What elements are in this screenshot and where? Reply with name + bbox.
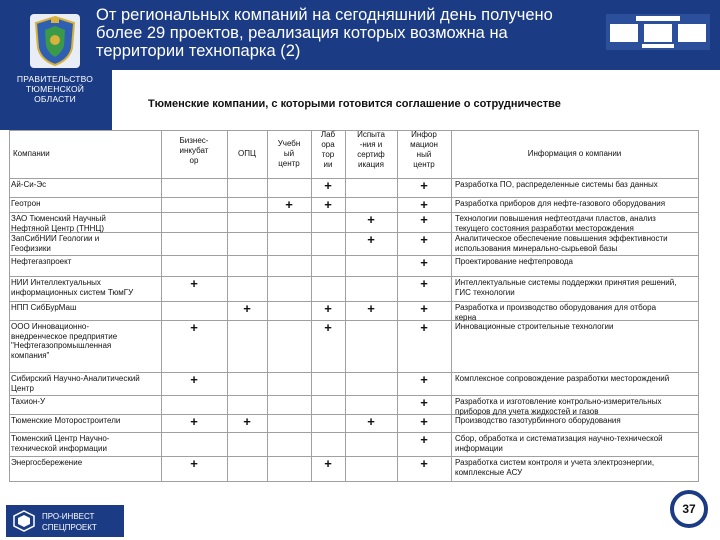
column-header-line: инкубат xyxy=(179,146,209,155)
column-header-company: Компании xyxy=(13,149,50,158)
column-header-bi xyxy=(161,136,227,166)
company-info-line: текущего состояния разработки месторождения xyxy=(455,223,634,233)
column-header-ops xyxy=(227,149,267,159)
footer-line: ПРО-ИНВЕСТ xyxy=(42,512,95,521)
company-info-line: Производство газотурбинного оборудования xyxy=(455,416,621,425)
company-name-line: Нефтяной Центр (ТННЦ) xyxy=(11,223,104,233)
row-divider xyxy=(9,372,698,373)
participation-mark: + xyxy=(420,197,428,212)
company-name-line: Тюменские Моторостроители xyxy=(11,416,121,425)
company-name-line: ЗапСибНИИ Геологии и xyxy=(11,234,100,243)
company-info-line: Разработка и производство оборудования для отбора xyxy=(455,303,657,312)
government-label xyxy=(2,74,108,104)
company-info-line: приборов для учета жидкостей и газов xyxy=(455,406,599,416)
company-info-line: Комплексное сопровождение разработки месторождений xyxy=(455,374,670,383)
column-header-line: Бизнес- xyxy=(179,136,209,145)
government-line: ТЮМЕНСКОЙ xyxy=(25,84,85,94)
participation-mark: + xyxy=(190,456,198,471)
company-name-line: Тюменский Центр Научно- xyxy=(11,434,110,443)
column-header-line: -ния и xyxy=(359,140,383,149)
company-name-line: "Нефтегазопромышленная xyxy=(11,341,112,350)
company-info-line: керна xyxy=(455,312,477,322)
company-info-line: информации xyxy=(455,443,503,453)
company-name xyxy=(11,214,106,233)
column-divider xyxy=(345,130,346,482)
company-info xyxy=(455,257,573,267)
row-divider xyxy=(9,276,698,277)
company-name xyxy=(11,322,117,360)
participation-mark: + xyxy=(324,178,332,193)
company-name xyxy=(11,303,76,313)
participation-mark: + xyxy=(420,276,428,291)
column-header-line: ный xyxy=(416,150,432,159)
participation-mark: + xyxy=(190,320,198,335)
company-name xyxy=(11,434,109,453)
participation-mark: + xyxy=(190,276,198,291)
column-header-line: ии xyxy=(323,160,333,169)
company-name-line: НИИ Интеллектуальных xyxy=(11,278,101,287)
company-name-line: Сибирский Научно-Аналитический xyxy=(11,374,140,383)
company-name-line: технической информации xyxy=(11,443,107,453)
company-info-line: Интеллектуальные системы поддержки принятия решений, xyxy=(455,278,677,287)
company-name xyxy=(11,416,120,426)
company-name-line: Ай-Си-Эс xyxy=(11,180,47,189)
participation-mark: + xyxy=(420,320,428,335)
column-header-line: центр xyxy=(413,160,435,169)
table-subtitle: Тюменские компании, с которыми готовится соглашение о сотрудничестве xyxy=(148,98,561,110)
coat-of-arms-icon xyxy=(30,14,80,68)
row-divider xyxy=(9,456,698,457)
company-info xyxy=(455,434,663,453)
company-name-line: Энергосбережение xyxy=(11,458,83,467)
participation-mark: + xyxy=(285,197,293,212)
column-header-line: Лаб xyxy=(320,130,336,139)
participation-mark: + xyxy=(420,232,428,247)
row-divider xyxy=(9,395,698,396)
column-header-line: икация xyxy=(358,160,384,169)
participation-mark: + xyxy=(324,301,332,316)
column-divider xyxy=(227,130,228,482)
company-info-line: Сбор, обработка и систематизация научно-технической xyxy=(455,434,663,443)
row-divider xyxy=(9,255,698,256)
company-info xyxy=(455,397,661,416)
footer-logo xyxy=(6,505,124,537)
company-name-line: ЗАО Тюменский Научный xyxy=(11,214,106,223)
column-header-test xyxy=(345,130,397,170)
company-name-line: ООО Инновационно- xyxy=(11,322,89,331)
participation-mark: + xyxy=(324,456,332,471)
company-info-line: Разработка приборов для нефте-газового оборудования xyxy=(455,199,666,208)
company-info-line: Разработка и изготовление контрольно-измерительных xyxy=(455,397,662,406)
company-info-line: использования минерально-сырьевой базы xyxy=(455,243,618,253)
company-info xyxy=(455,322,613,332)
participation-mark: + xyxy=(367,212,375,227)
company-name-line: информационных систем ТюмГУ xyxy=(11,287,134,297)
participation-mark: + xyxy=(420,212,428,227)
company-info-line: комплексные АСУ xyxy=(455,467,523,477)
column-divider xyxy=(698,130,699,482)
company-info xyxy=(455,374,669,384)
row-divider xyxy=(9,301,698,302)
column-divider xyxy=(311,130,312,482)
participation-mark: + xyxy=(324,320,332,335)
column-header-line: Учебн xyxy=(277,139,301,148)
company-info-line: Инновационные строительные технологии xyxy=(455,322,614,331)
company-info-line: ГИС технологии xyxy=(455,287,515,297)
company-name xyxy=(11,278,133,297)
company-info xyxy=(455,214,656,233)
column-divider xyxy=(161,130,162,482)
company-info xyxy=(455,416,621,426)
company-name xyxy=(11,180,46,190)
company-info-line: Разработка ПО, распределенные системы баз данных xyxy=(455,180,658,189)
participation-mark: + xyxy=(420,414,428,429)
column-header-line: тор xyxy=(321,150,335,159)
column-divider xyxy=(267,130,268,482)
column-header-edu xyxy=(267,139,311,169)
participation-mark: + xyxy=(420,432,428,447)
company-info xyxy=(455,303,656,322)
row-divider xyxy=(9,197,698,198)
company-name xyxy=(11,458,82,468)
page-title xyxy=(96,6,606,60)
company-name xyxy=(11,257,71,267)
participation-mark: + xyxy=(367,414,375,429)
participation-mark: + xyxy=(190,414,198,429)
column-header-lab xyxy=(311,130,345,170)
row-divider xyxy=(9,481,698,482)
participation-mark: + xyxy=(243,301,251,316)
company-info-line: Технологии повышения нефтеотдачи пластов, анализ xyxy=(455,214,656,223)
participation-mark: + xyxy=(420,255,428,270)
column-header-line: сертиф xyxy=(357,150,385,159)
title-line: более 29 проектов, реализация которых возможна на xyxy=(96,24,508,42)
company-name xyxy=(11,397,45,407)
companies-table xyxy=(9,130,698,482)
company-name xyxy=(11,374,140,393)
row-divider xyxy=(9,178,698,179)
column-header-line: центр xyxy=(278,159,300,168)
mini-diagram-icon xyxy=(606,14,710,50)
company-info xyxy=(455,458,654,477)
company-info xyxy=(455,278,676,297)
column-header-line: ый xyxy=(283,149,295,158)
company-name-line: внедренческое предприятие xyxy=(11,331,118,341)
participation-mark: + xyxy=(367,301,375,316)
participation-mark: + xyxy=(324,197,332,212)
company-name-line: Центр xyxy=(11,383,34,393)
participation-mark: + xyxy=(420,456,428,471)
company-name-line: Геотрон xyxy=(11,199,41,208)
column-divider xyxy=(397,130,398,482)
column-header-line: Испыта xyxy=(357,130,385,139)
page-number: 37 xyxy=(670,490,708,528)
column-header-about: Информация о компании xyxy=(527,149,622,158)
participation-mark: + xyxy=(190,372,198,387)
participation-mark: + xyxy=(420,178,428,193)
company-name xyxy=(11,234,99,253)
participation-mark: + xyxy=(243,414,251,429)
column-header-line: ор xyxy=(189,156,199,165)
title-line: От региональных компаний на сегодняшний день получено xyxy=(96,6,553,24)
government-line: ПРАВИТЕЛЬСТВО xyxy=(16,74,94,84)
company-name-line: Геофизики xyxy=(11,243,51,253)
footer-line: СПЕЦПРОЕКТ xyxy=(42,523,97,532)
company-name-line: Нефтегазпроект xyxy=(11,257,72,266)
company-info-line: Аналитическое обеспечение повышения эффективности xyxy=(455,234,668,243)
row-divider xyxy=(9,432,698,433)
column-header-info xyxy=(397,130,451,170)
participation-mark: + xyxy=(420,301,428,316)
company-info-line: Проектирование нефтепровода xyxy=(455,257,573,266)
column-divider xyxy=(9,130,10,482)
company-name-line: НПП СибБурМаш xyxy=(11,303,77,312)
proinvest-logo-icon xyxy=(12,510,36,532)
participation-mark: + xyxy=(420,372,428,387)
participation-mark: + xyxy=(420,395,428,410)
company-info xyxy=(455,180,658,190)
row-divider xyxy=(9,212,698,213)
company-info-line: Разработка систем контроля и учета электроэнергии, xyxy=(455,458,655,467)
company-info xyxy=(455,234,668,253)
company-name-line: Тахион-У xyxy=(11,397,46,406)
company-info xyxy=(455,199,665,209)
company-name xyxy=(11,199,41,209)
column-header-line: мацион xyxy=(410,140,438,149)
government-line: ОБЛАСТИ xyxy=(34,94,76,104)
column-divider xyxy=(451,130,452,482)
column-header-line: ора xyxy=(321,140,335,149)
column-header-line: ОПЦ xyxy=(238,149,256,158)
participation-mark: + xyxy=(367,232,375,247)
title-line: территории технопарка (2) xyxy=(96,42,301,60)
column-header-line: Инфор xyxy=(411,130,437,139)
company-name-line: компания" xyxy=(11,350,50,360)
